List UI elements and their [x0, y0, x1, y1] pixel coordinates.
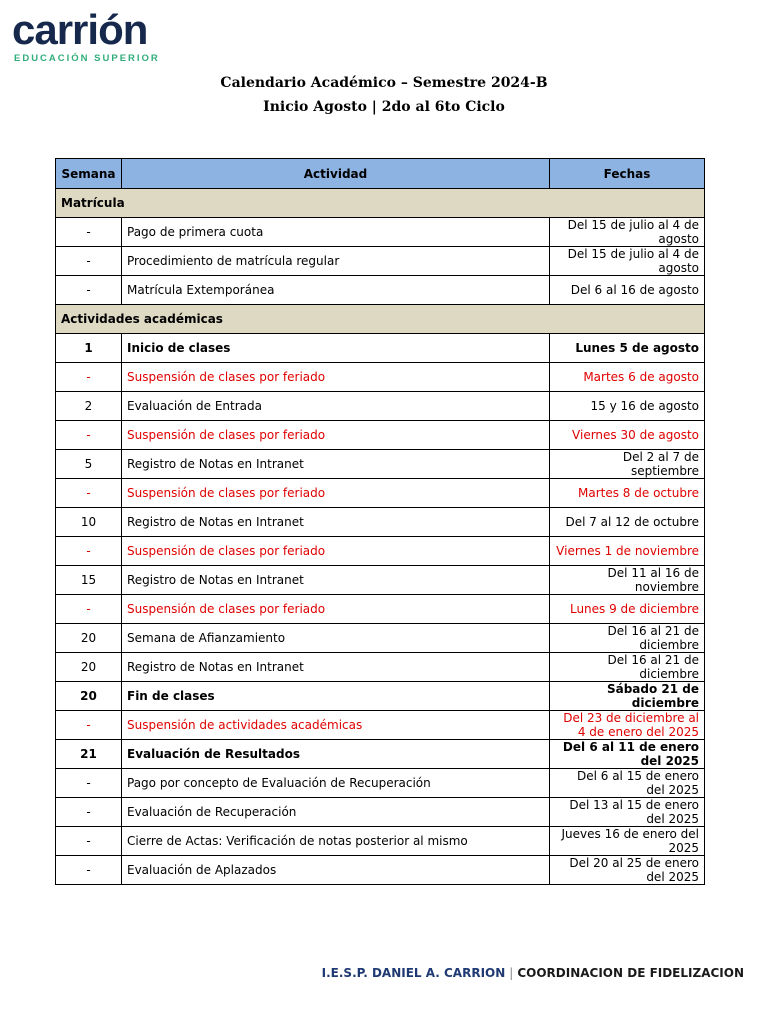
table-row	[56, 218, 705, 247]
cell-actividad: Suspensión de clases por feriado	[122, 421, 550, 450]
cell-semana: 2	[56, 392, 122, 421]
cell-actividad: Evaluación de Recuperación	[122, 798, 550, 827]
table-row	[56, 392, 705, 421]
table-row	[56, 740, 705, 769]
cell-fechas: Viernes 30 de agosto	[550, 421, 705, 450]
cell-fechas: Del 6 al 16 de agosto	[550, 276, 705, 305]
cell-semana: -	[56, 479, 122, 508]
cell-fechas: Lunes 5 de agosto	[550, 334, 705, 363]
cell-fechas: Del 15 de julio al 4 de agosto	[550, 247, 705, 276]
cell-actividad: Registro de Notas en Intranet	[122, 508, 550, 537]
table-row	[56, 682, 705, 711]
cell-actividad: Fin de clases	[122, 682, 550, 711]
cell-fechas: Del 7 al 12 de octubre	[550, 508, 705, 537]
cell-fechas: Del 6 al 11 de enero del 2025	[550, 740, 705, 769]
cell-fechas: Del 11 al 16 de noviembre	[550, 566, 705, 595]
table-row	[56, 856, 705, 885]
cell-semana: -	[56, 537, 122, 566]
cell-actividad: Evaluación de Entrada	[122, 392, 550, 421]
cell-fechas: Del 16 al 21 de diciembre	[550, 624, 705, 653]
cell-actividad: Matrícula Extemporánea	[122, 276, 550, 305]
cell-semana: 10	[56, 508, 122, 537]
cell-actividad: Pago por concepto de Evaluación de Recuperación	[122, 769, 550, 798]
column-header-actividad: Actividad	[122, 159, 550, 189]
cell-semana: 21	[56, 740, 122, 769]
table-row	[56, 566, 705, 595]
cell-semana: -	[56, 276, 122, 305]
table-body	[56, 189, 705, 885]
cell-fechas: Lunes 9 de diciembre	[550, 595, 705, 624]
cell-fechas: Del 13 al 15 de enero del 2025	[550, 798, 705, 827]
cell-fechas: Martes 8 de octubre	[550, 479, 705, 508]
table-row	[56, 624, 705, 653]
cell-semana: -	[56, 856, 122, 885]
footer-institution: I.E.S.P. DANIEL A. CARRION	[321, 966, 506, 980]
table-row	[56, 450, 705, 479]
table-row	[56, 247, 705, 276]
cell-actividad: Evaluación de Resultados	[122, 740, 550, 769]
cell-actividad: Suspensión de clases por feriado	[122, 537, 550, 566]
cell-semana: -	[56, 218, 122, 247]
cell-semana: 20	[56, 682, 122, 711]
cell-fechas: Jueves 16 de enero del 2025	[550, 827, 705, 856]
cell-actividad: Registro de Notas en Intranet	[122, 653, 550, 682]
table-row	[56, 537, 705, 566]
cell-semana: -	[56, 247, 122, 276]
cell-semana: -	[56, 363, 122, 392]
cell-actividad: Evaluación de Aplazados	[122, 856, 550, 885]
cell-actividad: Procedimiento de matrícula regular	[122, 247, 550, 276]
cell-fechas: Del 16 al 21 de diciembre	[550, 653, 705, 682]
cell-semana: -	[56, 827, 122, 856]
cell-semana: -	[56, 595, 122, 624]
cell-semana: -	[56, 798, 122, 827]
cell-actividad: Suspensión de clases por feriado	[122, 363, 550, 392]
cell-actividad: Suspensión de actividades académicas	[122, 711, 550, 740]
footer-department: COORDINACION DE FIDELIZACION	[517, 966, 744, 980]
cell-semana: -	[56, 769, 122, 798]
cell-actividad: Suspensión de clases por feriado	[122, 595, 550, 624]
cell-fechas: Del 23 de diciembre al 4 de enero del 2025	[550, 711, 705, 740]
table-row	[56, 798, 705, 827]
cell-semana: 1	[56, 334, 122, 363]
table-row	[56, 653, 705, 682]
table-row	[56, 769, 705, 798]
section-label: Matrícula	[56, 189, 705, 218]
cell-semana: 20	[56, 653, 122, 682]
table-row	[56, 334, 705, 363]
cell-fechas: Del 20 al 25 de enero del 2025	[550, 856, 705, 885]
footer	[322, 966, 744, 980]
academic-calendar-table	[55, 158, 705, 885]
cell-fechas: Del 15 de julio al 4 de agosto	[550, 218, 705, 247]
cell-actividad: Suspensión de clases por feriado	[122, 479, 550, 508]
cell-semana: -	[56, 711, 122, 740]
page-subtitle: Inicio Agosto | 2do al 6to Ciclo	[263, 99, 505, 115]
table-row	[56, 479, 705, 508]
cell-semana: 5	[56, 450, 122, 479]
cell-fechas: Del 2 al 7 de septiembre	[550, 450, 705, 479]
table-row	[56, 595, 705, 624]
table-header-row	[56, 159, 705, 189]
section-row	[56, 189, 705, 218]
cell-fechas: Sábado 21 de diciembre	[550, 682, 705, 711]
cell-actividad: Inicio de clases	[122, 334, 550, 363]
cell-actividad: Cierre de Actas: Verificación de notas posterior al mismo	[122, 827, 550, 856]
cell-fechas: 15 y 16 de agosto	[550, 392, 705, 421]
table-row	[56, 508, 705, 537]
section-label: Actividades académicas	[56, 305, 705, 334]
table-row	[56, 827, 705, 856]
cell-actividad: Semana de Afianzamiento	[122, 624, 550, 653]
cell-semana: 15	[56, 566, 122, 595]
cell-fechas: Del 6 al 15 de enero del 2025	[550, 769, 705, 798]
column-header-fechas: Fechas	[550, 159, 705, 189]
cell-actividad: Registro de Notas en Intranet	[122, 450, 550, 479]
cell-semana: -	[56, 421, 122, 450]
cell-semana: 20	[56, 624, 122, 653]
cell-actividad: Pago de primera cuota	[122, 218, 550, 247]
cell-fechas: Martes 6 de agosto	[550, 363, 705, 392]
section-row	[56, 305, 705, 334]
table-row	[56, 711, 705, 740]
cell-actividad: Registro de Notas en Intranet	[122, 566, 550, 595]
table-row	[56, 363, 705, 392]
column-header-semana: Semana	[56, 159, 122, 189]
logo-wordmark: carrión	[12, 6, 148, 53]
carrion-logo	[12, 6, 182, 64]
logo-tagline: EDUCACIÓN SUPERIOR	[14, 53, 160, 64]
cell-fechas: Viernes 1 de noviembre	[550, 537, 705, 566]
footer-separator: |	[509, 966, 514, 980]
page-title: Calendario Académico – Semestre 2024-B	[220, 75, 548, 91]
table-row	[56, 276, 705, 305]
table-row	[56, 421, 705, 450]
